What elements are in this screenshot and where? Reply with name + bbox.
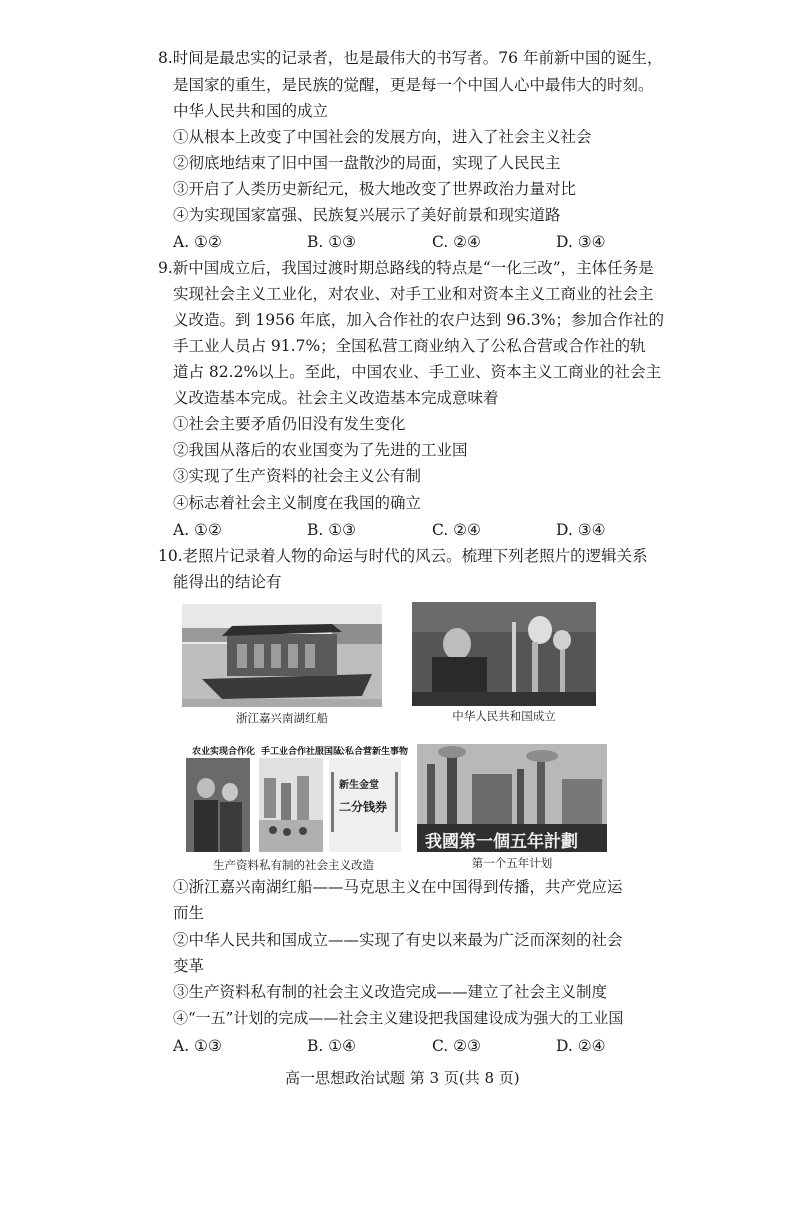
five-year-plan-banner: 我國第一個五年計劃 bbox=[425, 832, 578, 852]
q10-statement-2: ②中华人民共和国成立——实现了有史以来最为广泛而深刻的社会 bbox=[173, 931, 623, 949]
q8-stem-line-2: 是国家的重生，是民族的觉醒，更是每一个中国人心中最伟大的时刻。 bbox=[173, 76, 654, 94]
q8-choice-4: ④为实现国家富强、民族复兴展示了美好前景和现实道路 bbox=[173, 206, 561, 224]
q9-option-b: B. ①③ bbox=[307, 521, 357, 539]
agri-coop-label: 农业实现合作化 bbox=[192, 747, 256, 757]
q10-statement-1: ①浙江嘉兴南湖红船——马克思主义在中国得到传播，共产党应运 bbox=[173, 878, 623, 896]
q9-choice-3: ③实现了生产资料的社会主义公有制 bbox=[173, 467, 422, 485]
q10-option-c: C. ②③ bbox=[432, 1037, 481, 1055]
q9-option-c: C. ②④ bbox=[432, 521, 481, 539]
five-year-plan-photo bbox=[417, 744, 607, 852]
public-private-poster bbox=[329, 758, 401, 852]
q10-option-d: D. ②④ bbox=[556, 1037, 606, 1055]
red-boat-caption: 浙江嘉兴南湖红船 bbox=[236, 711, 328, 725]
q8-option-b: B. ①③ bbox=[307, 233, 357, 251]
q9-stem-line-2: 实现社会主义工业化，对农业、对手工业和对资本主义工商业的社会主 bbox=[173, 285, 654, 303]
q9-choice-4: ④标志着社会主义制度在我国的确立 bbox=[173, 494, 422, 512]
founding-ceremony-photo bbox=[412, 602, 596, 706]
q8-stem-line-1: 8.时间是最忠实的记录者，也是最伟大的书写者。76 年前新中国的诞生， bbox=[158, 49, 663, 67]
q10-statement-3: ③生产资料私有制的社会主义改造完成——建立了社会主义制度 bbox=[173, 983, 608, 1001]
transformation-caption: 生产资料私有制的社会主义改造 bbox=[213, 858, 374, 872]
q8-choice-1: ①从根本上改变了中国社会的发展方向，进入了社会主义社会 bbox=[173, 128, 592, 146]
q8-stem-line-3: 中华人民共和国的成立 bbox=[173, 102, 329, 120]
q9-stem-line-3: 义改造。到 1956 年底，加入合作社的农户达到 96.3%；参加合作社的 bbox=[173, 311, 664, 329]
q10-option-a: A. ①③ bbox=[173, 1037, 222, 1055]
handicraft-coop-photo bbox=[259, 758, 323, 852]
agri-coop-photo bbox=[186, 758, 250, 852]
founding-caption: 中华人民共和国成立 bbox=[452, 709, 556, 723]
q9-stem-line-6: 义改造基本完成。社会主义改造基本完成意味着 bbox=[173, 389, 499, 407]
public-private-label: 公私合营新生事物 bbox=[336, 747, 409, 757]
q10-stem-line-2: 能得出的结论有 bbox=[173, 573, 282, 591]
handicraft-coop-label: 手工业合作社服国队 bbox=[261, 747, 343, 757]
q10-statement-1-cont: 而生 bbox=[173, 904, 205, 922]
q8-choice-2: ②彻底地结束了旧中国一盘散沙的局面，实现了人民民主 bbox=[173, 154, 561, 172]
q9-choice-2: ②我国从落后的农业国变为了先进的工业国 bbox=[173, 441, 468, 459]
q10-option-b: B. ①④ bbox=[307, 1037, 357, 1055]
q9-choice-1: ①社会主要矛盾仍旧没有发生变化 bbox=[173, 415, 406, 433]
q10-statement-2-cont: 变革 bbox=[173, 957, 205, 975]
q9-stem-line-4: 手工业人员占 91.7%；全国私营工商业纳入了公私合营或合作社的轨 bbox=[173, 337, 646, 355]
red-boat-photo bbox=[182, 604, 382, 707]
q9-option-d: D. ③④ bbox=[556, 521, 606, 539]
q9-stem-line-1: 9.新中国成立后，我国过渡时期总路线的特点是“一化三改”，主体任务是 bbox=[158, 259, 654, 277]
q8-option-c: C. ②④ bbox=[432, 233, 481, 251]
poster-text-2: 二分钱券 bbox=[339, 800, 388, 814]
q9-stem-line-5: 道占 82.2%以上。至此，中国农业、手工业、资本主义工商业的社会主 bbox=[173, 363, 662, 381]
q8-choice-3: ③开启了人类历史新纪元，极大地改变了世界政治力量对比 bbox=[173, 180, 577, 198]
five-year-plan-caption: 第一个五年计划 bbox=[471, 856, 553, 870]
q10-stem-line-1: 10.老照片记录着人物的命运与时代的风云。梳理下列老照片的逻辑关系 bbox=[158, 547, 648, 565]
q8-option-d: D. ③④ bbox=[556, 233, 606, 251]
poster-text-1: 新生金堂 bbox=[339, 780, 379, 791]
q8-option-a: A. ①② bbox=[173, 233, 222, 251]
page-footer: 高一思想政治试题 第 3 页(共 8 页) bbox=[285, 1069, 520, 1087]
q10-statement-4: ④“一五”计划的完成——社会主义建设把我国建设成为强大的工业国 bbox=[173, 1009, 624, 1027]
q9-option-a: A. ①② bbox=[173, 521, 222, 539]
